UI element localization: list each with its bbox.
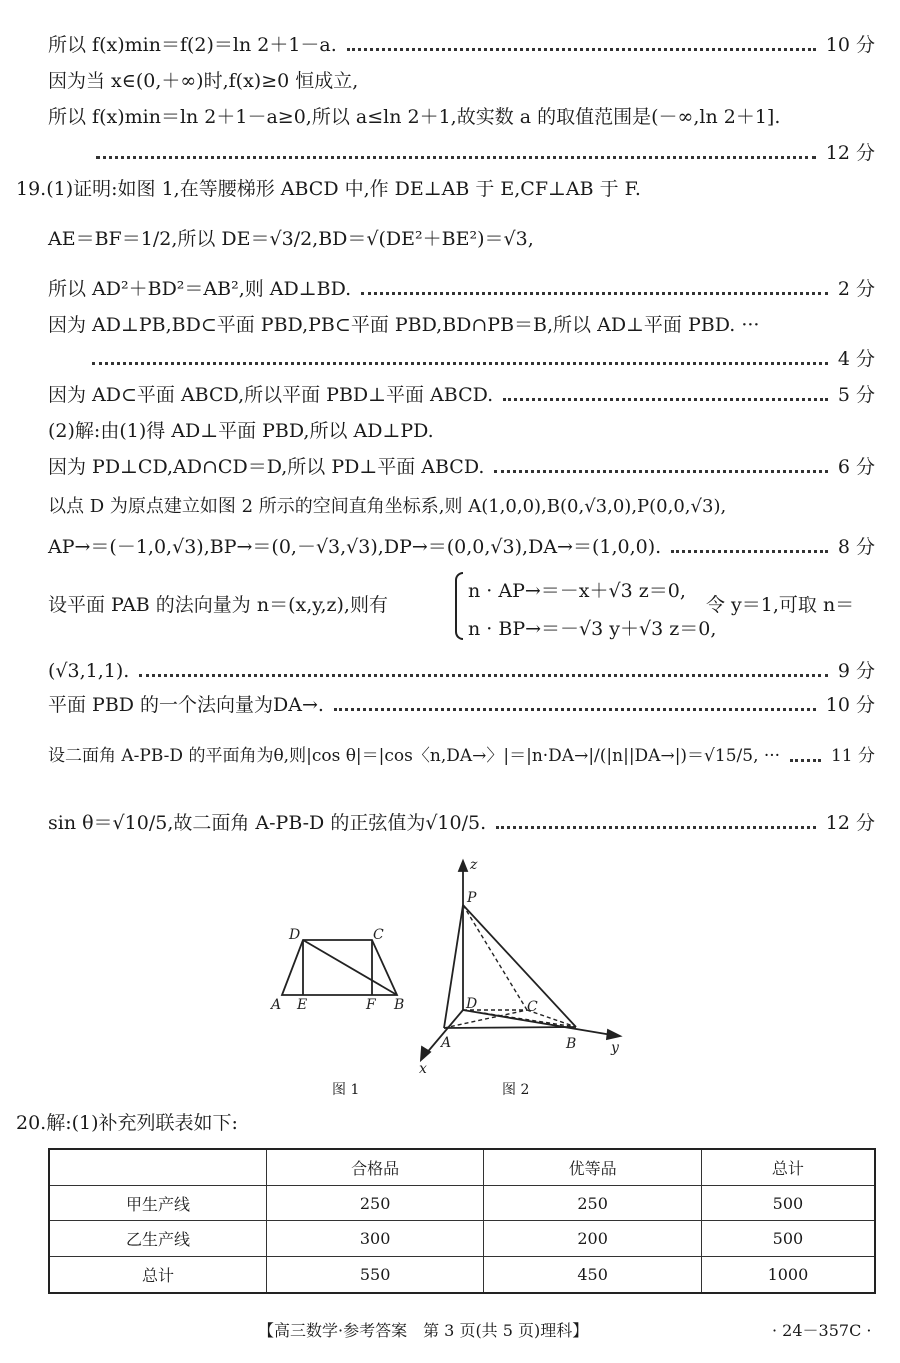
figure-1-trapezoid [282,940,397,995]
text-line: (2)解:由(1)得 AD⊥平面 PBD,所以 AD⊥PD. [48,420,434,442]
text-line: 以点 D 为原点建立如图 2 所示的空间直角坐标系,则 A(1,0,0),B(0,√3,0),P(0,0,√3), [48,496,727,517]
figure-2-pyramid [421,861,620,1060]
text-line: 令 y＝1,可取 n＝ [706,594,855,616]
text-line: AP→＝(－1,0,√3),BP→＝(0,－√3,√3),DP→＝(0,0,√3),DA→＝(1,0,0). 8 分 [48,536,875,558]
text-line: 因为 AD⊥PB,BD⊂平面 PBD,PB⊂平面 PBD,BD∩PB＝B,所以 AD⊥平面 PBD. ··· [48,314,760,336]
text-line: 因为 AD⊂平面 ABCD,所以平面 PBD⊥平面 ABCD. 5 分 [48,384,875,406]
text-line: 平面 PBD 的一个法向量为DA→. 10 分 [48,694,875,716]
text-line: AE＝BF＝1/2,所以 DE＝√3/2,BD＝√(DE²＋BE²)＝√3, [48,228,534,250]
table-cell: 250 [484,1185,701,1221]
equation-brace [455,572,463,640]
fig1-label: B [394,997,405,1013]
figure-2-caption: 图 2 [502,1082,530,1098]
equation-line: n · BP→＝－√3 y＋√3 z＝0, [468,618,717,640]
text-line: sin θ＝√10/5,故二面角 A-PB-D 的正弦值为√10/5. 12 分 [48,812,875,834]
table-row [49,1221,875,1257]
fig2-label: D [466,996,478,1012]
fig1-label: D [289,927,301,943]
table-header-row [49,1149,875,1185]
text-line: 所以 f(x)min＝f(2)＝ln 2＋1－a. 10 分 [48,34,875,56]
table-cell: 200 [484,1221,701,1257]
page-code: · 24－357C · [772,1321,872,1340]
text-line: 所以 f(x)min＝ln 2＋1－a≥0,所以 a≤ln 2＋1,故实数 a 的取值范围是(－∞,ln 2＋1]. [48,106,781,128]
text-line: 因为当 x∈(0,＋∞)时,f(x)≥0 恒成立, [48,70,359,92]
table-cell: 500 [701,1221,875,1257]
text-line: 4 分 [92,348,875,371]
fig1-label: C [373,927,384,943]
question-20-heading: 20.解:(1)补充列联表如下: [16,1112,238,1134]
fig1-label: F [366,997,376,1013]
table-header-cell: 合格品 [266,1149,483,1185]
fig2-label: y [611,1040,619,1056]
table-header-cell: 优等品 [484,1149,701,1185]
table-row [49,1185,875,1221]
table-cell: 250 [266,1185,483,1221]
table-cell: 乙生产线 [49,1221,266,1257]
table-row [49,1257,875,1293]
text-line: 12 分 [96,142,875,165]
geometry-figures [260,855,660,1085]
table-cell: 300 [266,1221,483,1257]
table-cell: 550 [266,1257,483,1293]
figures [260,855,660,1089]
table-cell: 500 [701,1185,875,1221]
figure-1-caption: 图 1 [332,1082,360,1098]
text-line: 所以 AD²＋BD²＝AB²,则 AD⊥BD. 2 分 [48,278,875,300]
table-cell: 450 [484,1257,701,1293]
fig1-label: E [297,997,308,1013]
table-header-cell [49,1149,266,1185]
table-cell: 总计 [49,1257,266,1293]
text-line: 设平面 PAB 的法向量为 n＝(x,y,z),则有 [48,594,388,616]
fig2-label: B [566,1036,577,1052]
text-line: (√3,1,1). 9 分 [48,660,875,682]
fig2-label: P [467,890,477,906]
equation-line: n · AP→＝－x＋√3 z＝0, [468,580,686,602]
text-line: 设二面角 A-PB-D 的平面角为θ,则|cos θ|＝|cos〈n,DA→〉|＝|n·DA→|/(|n||DA→|)＝√15/5, ··· 11 分 [48,746,875,766]
fig2-label: x [419,1061,427,1077]
table-cell: 甲生产线 [49,1185,266,1221]
fig2-label: z [470,857,478,873]
page-footer: 【高三数学·参考答案 第 3 页(共 5 页)理科】 [258,1321,589,1340]
fig2-label: A [441,1035,452,1051]
contingency-table [48,1148,876,1294]
text-line: 因为 PD⊥CD,AD∩CD＝D,所以 PD⊥平面 ABCD. 6 分 [48,456,875,478]
table-cell: 1000 [701,1257,875,1293]
fig1-label: A [271,997,282,1013]
fig2-label: C [527,999,538,1015]
table-header-cell: 总计 [701,1149,875,1185]
question-19-heading: 19.(1)证明:如图 1,在等腰梯形 ABCD 中,作 DE⊥AB 于 E,CF⊥AB 于 F. [16,178,641,200]
